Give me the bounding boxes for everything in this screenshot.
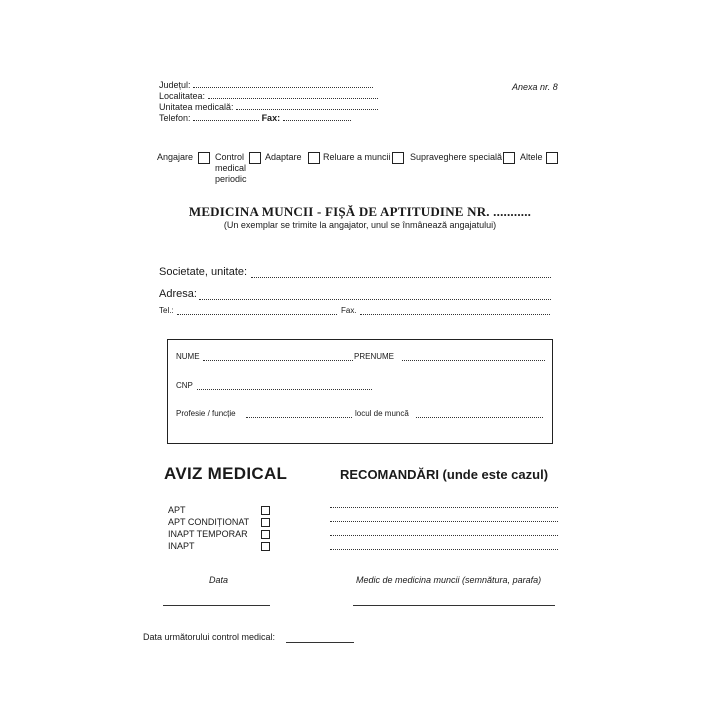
data-label: Data: [209, 575, 229, 585]
form-title: MEDICINA MUNCII - FIȘĂ DE APTITUDINE NR. ...........: [188, 204, 532, 219]
medic-label: Medic de medicina muncii (semnătura, parafa): [356, 575, 542, 585]
prenume-label: PRENUME: [354, 352, 395, 361]
profesie-blank[interactable]: [246, 417, 352, 418]
loc-munca-blank[interactable]: [416, 417, 543, 418]
medic-signature-line[interactable]: [353, 605, 555, 606]
cnp-blank[interactable]: [197, 389, 372, 390]
checkbox-altele[interactable]: [546, 152, 558, 164]
checkbox-angajare[interactable]: [198, 152, 210, 164]
type-angajare[interactable]: [157, 152, 193, 162]
aviz-option-inapt: INAPT: [168, 541, 195, 551]
unitate-label: Unitatea medicală:: [159, 102, 234, 112]
recomandari-heading: RECOMANDĂRI (unde este cazul): [340, 467, 549, 482]
judet-label: Județul:: [159, 80, 191, 90]
type-adaptare[interactable]: [265, 152, 302, 162]
fax-blank[interactable]: [283, 112, 351, 121]
checkbox-supraveghere[interactable]: [503, 152, 515, 164]
unitate-blank[interactable]: [236, 101, 378, 110]
aviz-option-apt: APT: [168, 505, 186, 515]
tel-blank[interactable]: [177, 314, 337, 315]
checkbox-reluare[interactable]: [392, 152, 404, 164]
localitate-blank[interactable]: [208, 90, 378, 99]
company-fax-blank[interactable]: [360, 314, 550, 315]
aviz-heading: AVIZ MEDICAL: [164, 464, 288, 483]
type-control[interactable]: [215, 152, 251, 185]
societate-label: Societate, unitate:: [159, 266, 248, 278]
checkbox-apt-conditionat[interactable]: [261, 518, 270, 527]
unitate-field: [159, 101, 378, 112]
type-supraveghere-label: Supraveghere specială: [410, 152, 503, 162]
loc-munca-label: locul de muncă: [355, 409, 409, 418]
telefon-field: [159, 112, 351, 123]
aviz-option-inapt-temporar: INAPT TEMPORAR: [168, 529, 248, 539]
checkbox-inapt-temporar[interactable]: [261, 530, 270, 539]
checkbox-adaptare[interactable]: [308, 152, 320, 164]
fax-label: Fax:: [261, 113, 281, 123]
telefon-label: Telefon:: [159, 113, 191, 123]
cnp-label: CNP: [176, 381, 193, 390]
adresa-blank[interactable]: [199, 299, 551, 300]
nume-label: NUME: [176, 352, 200, 361]
localitate-label: Localitatea:: [159, 91, 206, 101]
checkbox-control[interactable]: [249, 152, 261, 164]
type-supraveghere[interactable]: [410, 152, 502, 162]
type-reluare[interactable]: [323, 152, 391, 162]
company-fax-label: Fax.: [341, 306, 357, 315]
tel-label: Tel.:: [159, 306, 174, 315]
next-control-blank[interactable]: [286, 642, 354, 643]
recomandari-line-2[interactable]: [330, 521, 558, 522]
localitate-field: [159, 90, 378, 101]
checkbox-inapt[interactable]: [261, 542, 270, 551]
nume-blank[interactable]: [203, 360, 353, 361]
type-angajare-label: Angajare: [157, 152, 194, 162]
recomandari-line-3[interactable]: [330, 535, 558, 536]
societate-blank[interactable]: [251, 277, 551, 278]
form-subtitle: (Un exemplar se trimite la angajator, unul se înmânează angajatului): [223, 220, 497, 230]
profesie-label: Profesie / funcție: [176, 409, 236, 418]
type-reluare-label: Reluare a muncii: [323, 152, 391, 162]
judet-blank[interactable]: [193, 79, 373, 88]
type-altele-label: Altele: [520, 152, 543, 162]
type-altele[interactable]: [520, 152, 543, 162]
prenume-blank[interactable]: [402, 360, 545, 361]
checkbox-apt[interactable]: [261, 506, 270, 515]
next-control-label: Data următorului control medical:: [143, 632, 276, 642]
type-control-label: Control medical periodic: [215, 152, 247, 184]
recomandari-line-1[interactable]: [330, 507, 558, 508]
adresa-label: Adresa:: [159, 288, 197, 300]
aviz-option-apt-conditionat: APT CONDIȚIONAT: [168, 517, 250, 527]
recomandari-line-4[interactable]: [330, 549, 558, 550]
type-adaptare-label: Adaptare: [265, 152, 302, 162]
annex-number: Anexa nr. 8: [512, 82, 558, 92]
judet-field: [159, 79, 373, 90]
telefon-blank[interactable]: [193, 112, 259, 121]
data-signature-line[interactable]: [163, 605, 270, 606]
